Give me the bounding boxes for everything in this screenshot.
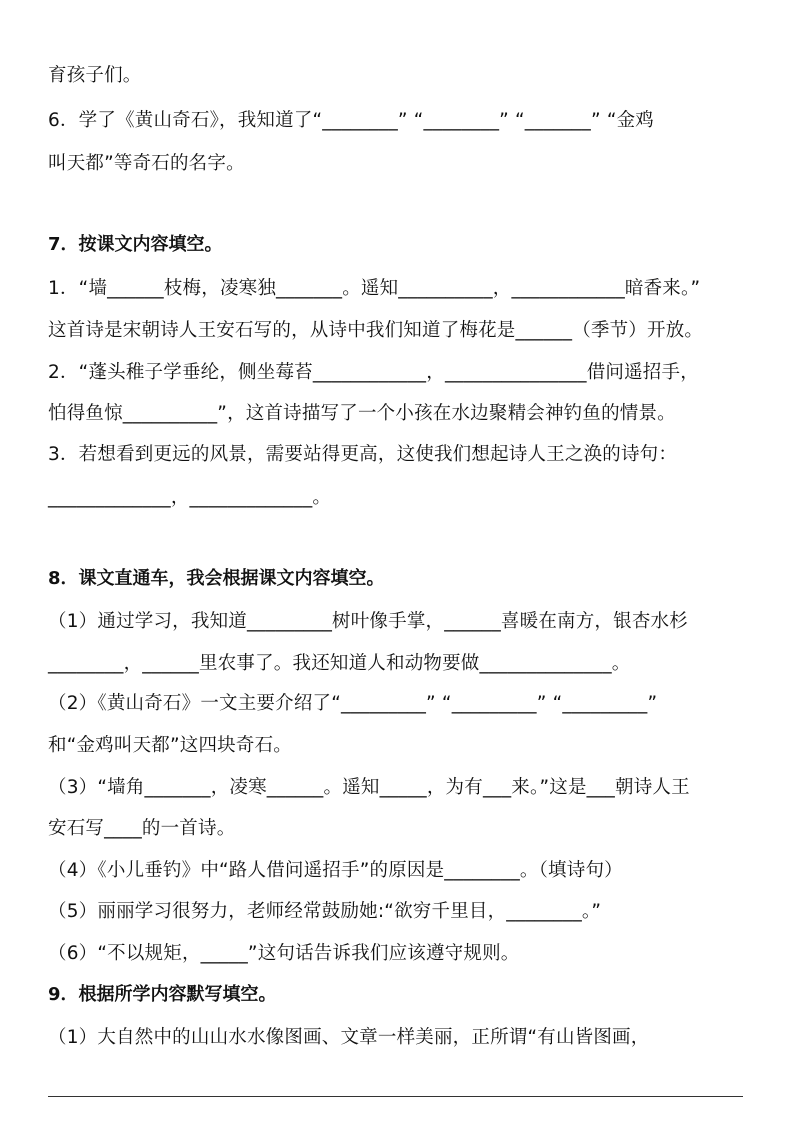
question-9-line-1: （1）大自然中的山山水水像图画、文章一样美丽，正所谓“有山皆图画， [48, 1027, 650, 1048]
question-8-line-9: （6）“不以规矩，_____”这句话告诉我们应该遵守规则。 [48, 943, 520, 964]
question-7-line-4: 怕得鱼惊__________”，这首诗描写了一个小孩在水边聚精会神钓鱼的情景。 [48, 403, 676, 424]
question-6-line-1: 6．学了《黄山奇石》，我知道了“________” “________” “_______” “金鸡 [48, 110, 655, 131]
question-7-line-3: 2．“蓬头稚子学垂纶，侧坐莓苔____________，_______________借问遥招手， [48, 362, 699, 383]
question-7-line-2: 这首诗是宋朝诗人王安石写的，从诗中我们知道了梅花是______（季节）开放。 [48, 320, 704, 341]
question-8-heading: 8．课文直通车，我会根据课文内容填空。 [48, 568, 385, 589]
question-7-line-6: _____________，_____________。 [48, 487, 332, 508]
question-8-line-2: ________，______里农事了。我还知道人和动物要做______________。 [48, 653, 631, 674]
footer-divider [48, 1096, 743, 1097]
question-8-line-4: 和“金鸡叫天都”这四块奇石。 [48, 735, 292, 756]
question-8-line-1: （1）通过学习，我知道_________树叶像手掌，______喜暖在南方，银杏水杉 [48, 611, 688, 632]
question-7-line-1: 1．“墙______枝梅，凌寒独_______。遥知__________，____________暗香来。” [48, 278, 701, 299]
question-7-heading: 7．按课文内容填空。 [48, 234, 223, 255]
question-8-line-6: 安石写____的一首诗。 [48, 818, 236, 839]
question-6-line-2: 叫天都”等奇石的名字。 [48, 153, 245, 174]
question-8-line-8: （5）丽丽学习很努力，老师经常鼓励她:“欲穷千里目，________。” [48, 901, 602, 922]
question-8-line-3: （2）《黄山奇石》一文主要介绍了“_________” “_________” “_________” [48, 693, 658, 714]
question-9-heading: 9．根据所学内容默写填空。 [48, 984, 277, 1005]
text-line: 育孩子们。 [48, 65, 142, 86]
question-8-line-5: （3）“墙角_______，凌寒______。遥知_____，为有___来。”这是___朝诗人王 [48, 777, 690, 798]
question-7-line-5: 3．若想看到更远的风景，需要站得更高，这使我们想起诗人王之涣的诗句： [48, 444, 678, 465]
question-8-line-7: （4）《小儿垂钓》中“路人借问遥招手”的原因是________。（填诗句） [48, 860, 623, 881]
